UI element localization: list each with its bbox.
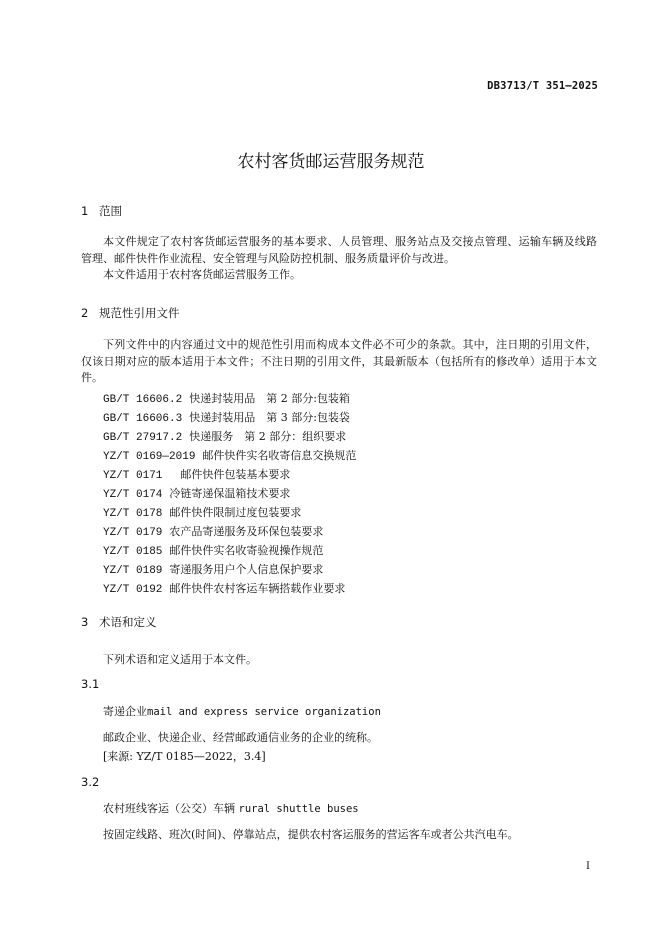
reference-item [103,466,290,482]
term-definition: 按固定线路、班次(时间)、停靠站点，提供农村客运服务的营运客车或者公共汽电车。 [103,828,519,841]
section-3-heading [81,614,157,630]
reference-code: GB/T 16606.3 [103,413,183,425]
section-number: 3 [81,615,89,629]
reference-code: YZ/T 0185 [103,546,163,558]
term-chinese: 农村班线客运（公交）车辆 [103,802,235,815]
reference-code: YZ/T 0169—2019 [103,451,196,463]
reference-code: GB/T 27917.2 [103,432,183,444]
reference-item [103,447,356,463]
term-source: [来源: YZ/T 0185—2022，3.4] [103,750,266,763]
section-1-heading [81,203,122,219]
reference-title: 快递封装用品 第 3 部分:包装袋 [189,411,350,424]
term-definition: 邮政企业、快递企业、经营邮政通信业务的企业的统称。 [103,731,378,744]
term-number: 3.2 [81,775,100,789]
section-number: 1 [81,204,89,218]
section-1-body [81,234,597,284]
paragraph: 本文件适用于农村客货邮运营服务工作。 [103,268,301,281]
section-title: 术语和定义 [99,615,157,629]
reference-title: 冷链寄递保温箱技术要求 [169,487,291,500]
reference-code: YZ/T 0179 [103,527,163,539]
term-english: rural shuttle buses [238,803,359,815]
reference-code: YZ/T 0178 [103,508,163,520]
section-2-intro [81,337,597,387]
reference-item [103,409,350,425]
reference-title: 邮件快件实名收寄验视操作规范 [169,544,324,557]
reference-title: 寄递服务用户个人信息保护要求 [169,563,324,576]
term-heading [103,703,381,719]
reference-item [103,561,323,577]
term-heading [103,800,359,816]
section-number: 2 [81,306,89,320]
reference-code: YZ/T 0189 [103,565,163,577]
reference-title: 邮件快件农村客运车辆搭载作业要求 [169,582,346,595]
reference-title: 快递封装用品 第 2 部分:包装箱 [189,392,350,405]
page-number: I [586,861,590,872]
term-english: mail and express service organization [147,706,381,718]
term-number: 3.1 [81,677,100,691]
section-2-heading [81,305,180,321]
reference-item [103,428,346,444]
paragraph: 本文件规定了农村客货邮运营服务的基本要求、人员管理、服务站点及交接点管理、运输车辆及线路管理、邮件快件作业流程、安全管理与风险防控机制、服务质量评价与改进。 [81,235,597,265]
reference-item [103,580,345,596]
section-title: 规范性引用文件 [99,306,180,320]
document-code: DB3713/T 351—2025 [487,80,598,92]
section-title: 范围 [99,204,122,218]
reference-item [103,504,301,520]
reference-code: GB/T 16606.2 [103,394,183,406]
reference-item [103,542,323,558]
section-3-intro: 下列术语和定义适用于本文件。 [103,653,257,666]
reference-title: 邮件快件包装基本要求 [169,468,291,481]
reference-title: 邮件快件实名收寄信息交换规范 [202,449,357,462]
reference-title: 快递服务 第 2 部分：组织要求 [189,430,347,443]
document-title: 农村客货邮运营服务规范 [237,152,425,172]
reference-title: 邮件快件限制过度包装要求 [169,506,302,519]
reference-item [103,523,323,539]
reference-title: 农产品寄递服务及环保包装要求 [169,525,324,538]
reference-code: YZ/T 0174 [103,489,163,501]
reference-code: YZ/T 0192 [103,584,163,596]
reference-item [103,390,350,406]
term-chinese: 寄递企业 [103,705,147,718]
reference-item [103,485,290,501]
paragraph: 下列文件中的内容通过文中的规范性引用而构成本文件必不可少的条款。其中，注日期的引用文件，仅该日期对应的版本适用于本文件；不注日期的引用文件，其最新版本（包括所有的修改单）适用于本文件。 [81,338,597,384]
reference-code: YZ/T 0171 [103,470,163,482]
